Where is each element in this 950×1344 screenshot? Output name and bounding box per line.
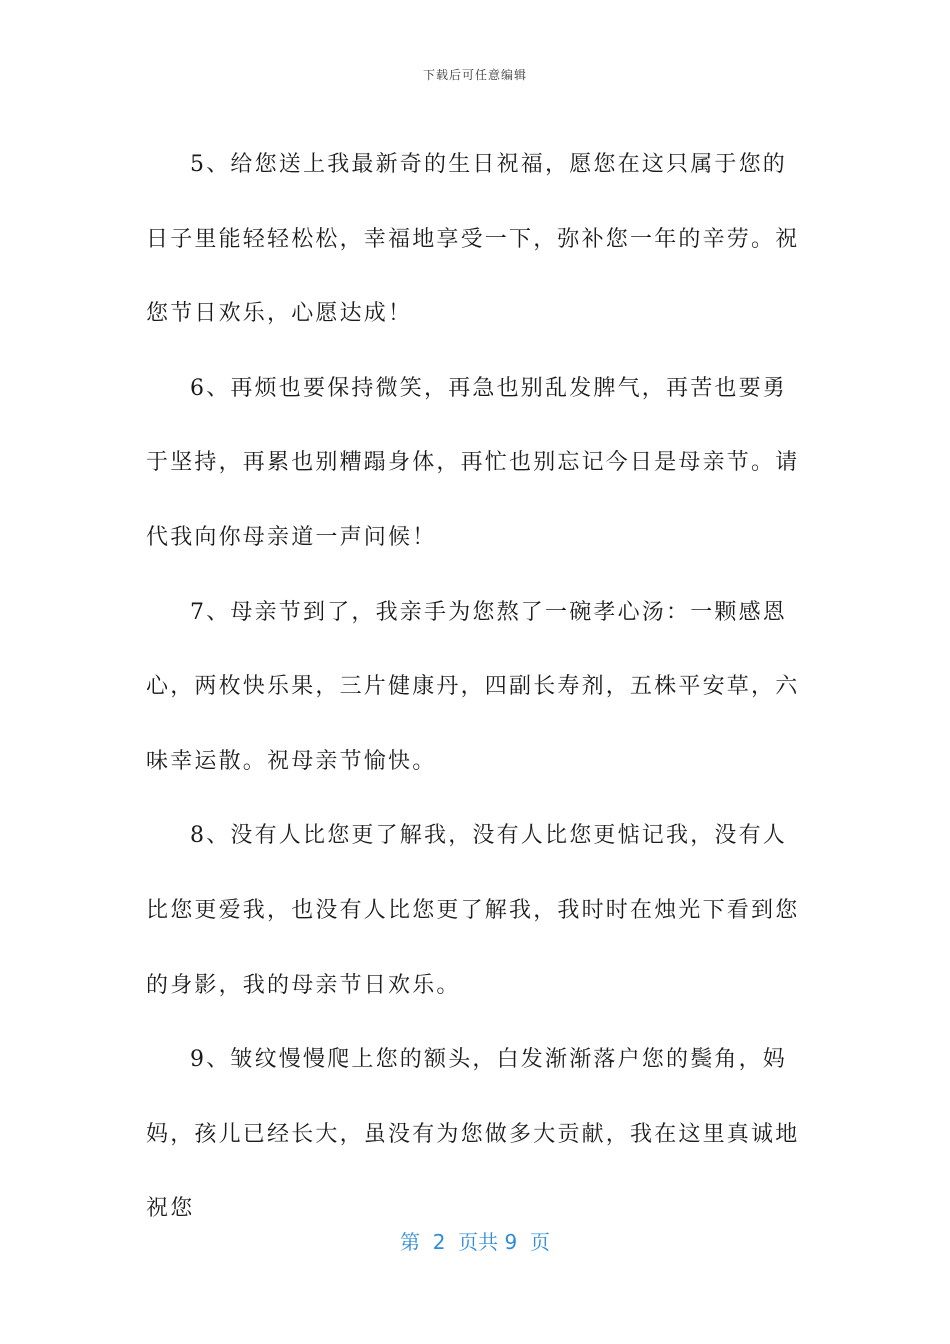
- page-number-footer: 第 2 页共 9 页: [400, 1230, 550, 1254]
- paragraph-9: 9、皱纹慢慢爬上您的额头，白发渐渐落户您的鬓角，妈妈，孩儿已经长大，虽没有为您做多大贡献，我在这里真诚地祝您: [146, 1047, 800, 1222]
- page-header: 下载后可任意编辑: [422, 68, 527, 82]
- paragraph-5: 5、给您送上我最新奇的生日祝福，愿您在这只属于您的日子里能轻轻松松，幸福地享受一下，弥补您一年的辛劳。祝您节日欢乐，心愿达成！: [146, 152, 800, 327]
- paragraph-7: 7、母亲节到了，我亲手为您熬了一碗孝心汤：一颗感恩心，两枚快乐果，三片健康丹，四副长寿剂，五株平安草，六味幸运散。祝母亲节愉快。: [146, 599, 800, 774]
- paragraph-8: 8、没有人比您更了解我，没有人比您更惦记我，没有人比您更爱我，也没有人比您更了解我，我时时在烛光下看到您的身影，我的母亲节日欢乐。: [146, 823, 800, 998]
- paragraph-6: 6、再烦也要保持微笑，再急也别乱发脾气，再苦也要勇于坚持，再累也别糟蹋身体，再忙也别忘记今日是母亲节。请代我向你母亲道一声问候！: [146, 375, 800, 550]
- document-body: [146, 128, 808, 1247]
